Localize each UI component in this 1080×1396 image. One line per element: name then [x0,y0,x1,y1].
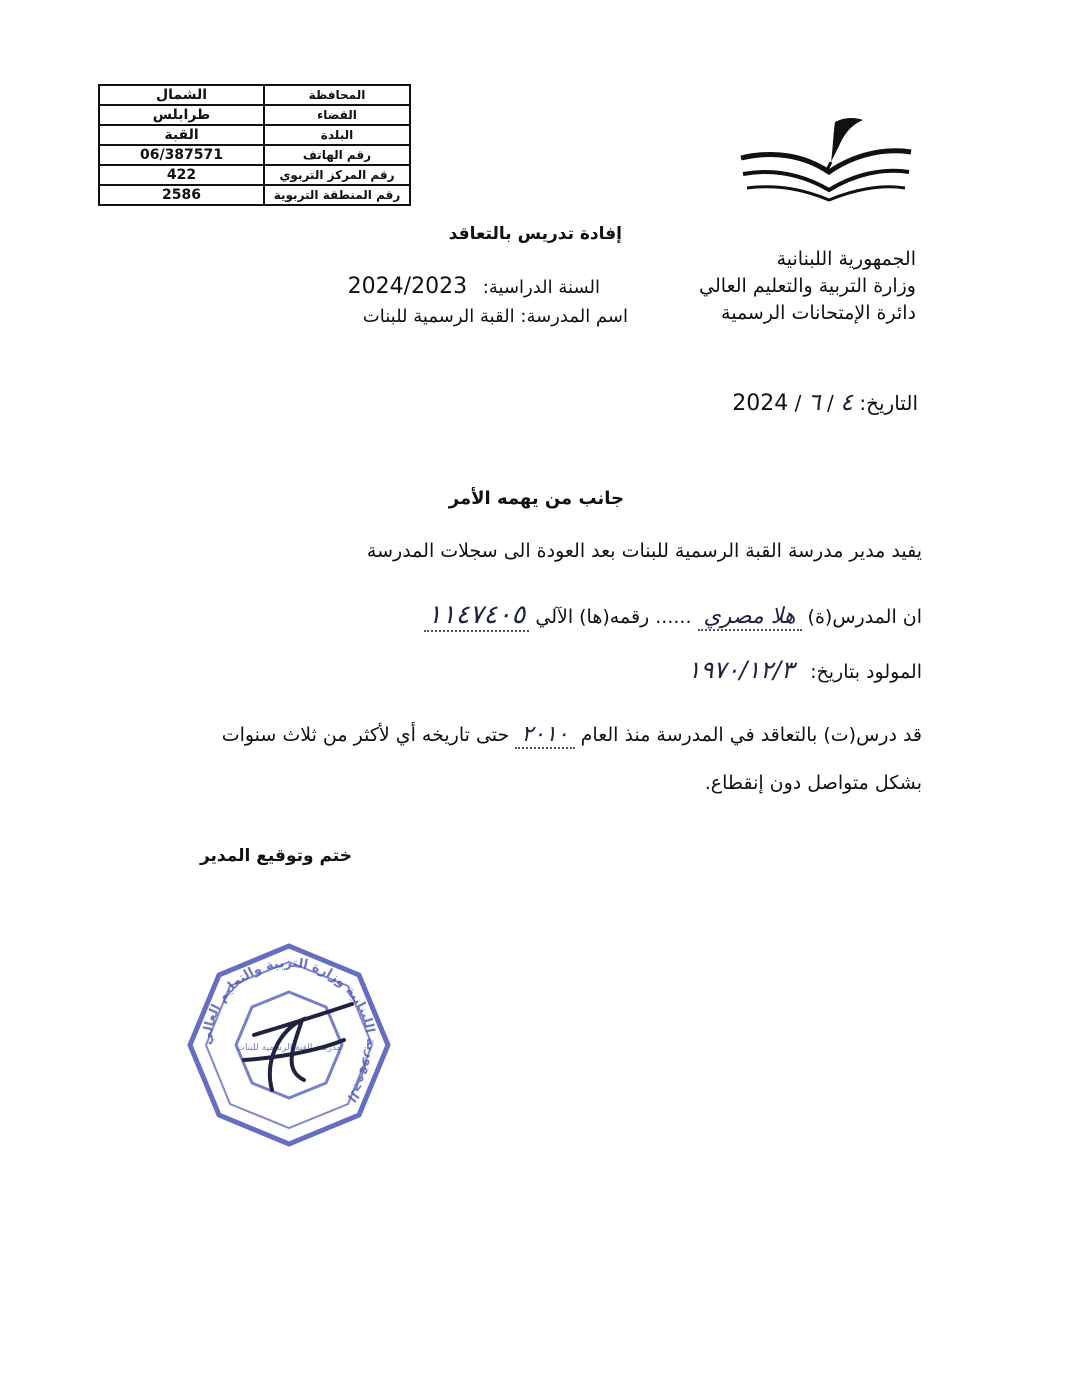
born-label: المولود بتاريخ: [810,661,922,683]
teacher-line: ان المدرس(ة) هلا مصري ...... رقمه(ها) الآلي ١١٤٧٤٠٥ [424,600,922,630]
taught-line [222,722,922,747]
ministry-logo-icon [735,112,915,204]
info-label: البلدة [264,125,410,145]
school-name [363,306,628,327]
table-row [99,85,410,105]
number-label: رقمه(ها) الآلي [535,606,650,628]
body-line-1: يفيد مدير مدرسة القبة الرسمية للبنات بعد العودة الى سجلات المدرسة [366,540,922,562]
info-label: رقم المنطقة التربوية [264,185,410,205]
info-value: 2586 [99,185,264,205]
body-line-last: بشكل متواصل دون إنقطاع. [704,772,922,794]
info-value: 422 [99,165,264,185]
official-stamp-icon [184,940,394,1150]
signature-label: ختم وتوقيع المدير [199,846,352,866]
ministry-line: وزارة التربية والتعليم العالي [699,275,916,297]
date-day: ٤ [840,388,853,416]
stamp-inner-text: مدرسة القبة الرسمية للبنات [236,1043,342,1053]
info-label: القضاء [264,105,410,125]
taught-prefix: قد درس(ت) بالتعاقد في المدرسة منذ العام [580,724,922,746]
school-year-label: السنة الدراسية: [482,277,600,298]
school-info-table [98,84,411,206]
teacher-label: ان المدرس(ة) [807,606,922,628]
taught-year: ٢٠١٠ [515,722,574,749]
info-value: القبة [99,125,264,145]
date-month: ٦ [807,388,821,416]
born-line [688,656,922,684]
born-value: ١٩٧٠/١٢/٣ [687,656,795,684]
number-value: ١١٤٧٤٠٥ [424,600,530,632]
date-year: 2024 [732,391,789,416]
info-label: رقم الهاتف [264,145,410,165]
stamp-ring-text: الجمهورية اللبنانية وزارة التربية والتعليم العالي [199,955,379,1105]
ministry-header [596,246,916,327]
table-row [99,105,410,125]
taught-suffix: حتى تاريخه أي لأكثر من ثلاث سنوات [221,724,510,746]
info-label: رقم المركز التربوي [264,165,410,185]
school-name-label: اسم المدرسة: [520,306,628,327]
table-row [99,185,410,205]
document-title: إفادة تدريس بالتعاقد [448,224,622,244]
republic-line: الجمهورية اللبنانية [776,248,916,270]
info-value: 06/387571 [99,145,264,165]
table-row [99,165,410,185]
school-year [348,274,600,299]
school-year-value: 2024/2023 [347,274,468,299]
table-row [99,125,410,145]
addressee: جانب من يهمه الأمر [448,488,624,509]
info-value: الشمال [99,85,264,105]
teacher-name: هلا مصري [698,604,802,631]
department-line: دائرة الإمتحانات الرسمية [721,302,916,324]
table-row [99,145,410,165]
school-name-value: القبة الرسمية للبنات [362,306,515,327]
document-date: التاريخ: ٤ / ٦ / 2024 [732,388,918,416]
info-label: المحافظة [264,85,410,105]
date-label: التاريخ: [859,391,918,415]
info-value: طرابلس [99,105,264,125]
